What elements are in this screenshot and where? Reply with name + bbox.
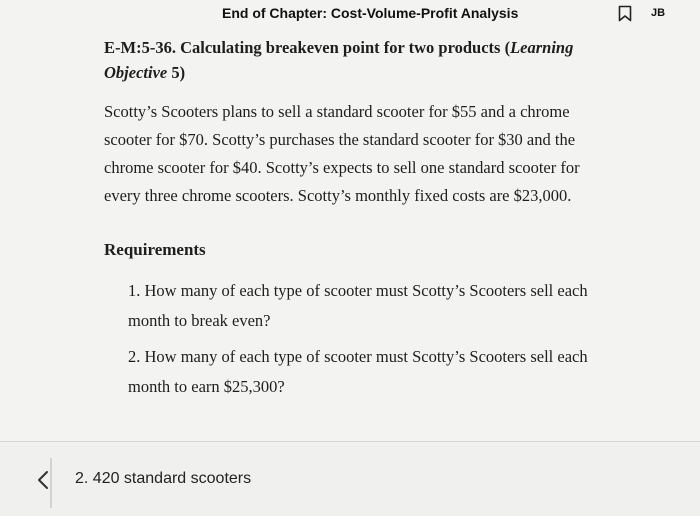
problem-paragraph <box>104 98 684 210</box>
exercise-title-text: E-M:5-36. Calculating breakeven point for two products ( <box>104 38 511 57</box>
divider <box>50 458 52 508</box>
paragraph-line: scooter for $70. Scotty’s purchases the standard scooter for $30 and the <box>104 130 576 149</box>
exercise-title <box>104 35 664 85</box>
paragraph-line: every three chrome scooters. Scotty’s monthly fixed costs are $23,000. <box>104 186 572 205</box>
requirement-line: month to break even? <box>128 311 271 330</box>
chevron-left-icon[interactable] <box>36 470 50 490</box>
requirement-line: month to earn $25,300? <box>128 377 285 396</box>
requirements-heading: Requirements <box>104 240 206 259</box>
top-bar <box>0 0 700 28</box>
requirement-line: 1. How many of each type of scooter must Scotty’s Scooters sell each <box>128 281 588 300</box>
exercise-title-objective-word: Objective <box>104 63 168 82</box>
user-avatar-initials[interactable]: JB <box>651 7 666 19</box>
requirement-item <box>128 342 688 402</box>
answer-text: 2. 420 standard scooters <box>75 470 252 487</box>
paragraph-line: Scotty’s Scooters plans to sell a standard scooter for $55 and a chrome <box>104 102 570 121</box>
requirement-item <box>128 276 688 336</box>
chapter-title: End of Chapter: Cost-Volume-Profit Analysis <box>222 5 519 21</box>
exercise-title-objective-number: 5) <box>167 63 186 82</box>
paragraph-line: chrome scooter for $40. Scotty’s expects to sell one standard scooter for <box>104 158 580 177</box>
bookmark-icon[interactable] <box>618 5 632 22</box>
exercise-title-objective: Learning <box>510 38 574 57</box>
requirement-line: 2. How many of each type of scooter must Scotty’s Scooters sell each <box>128 347 588 366</box>
